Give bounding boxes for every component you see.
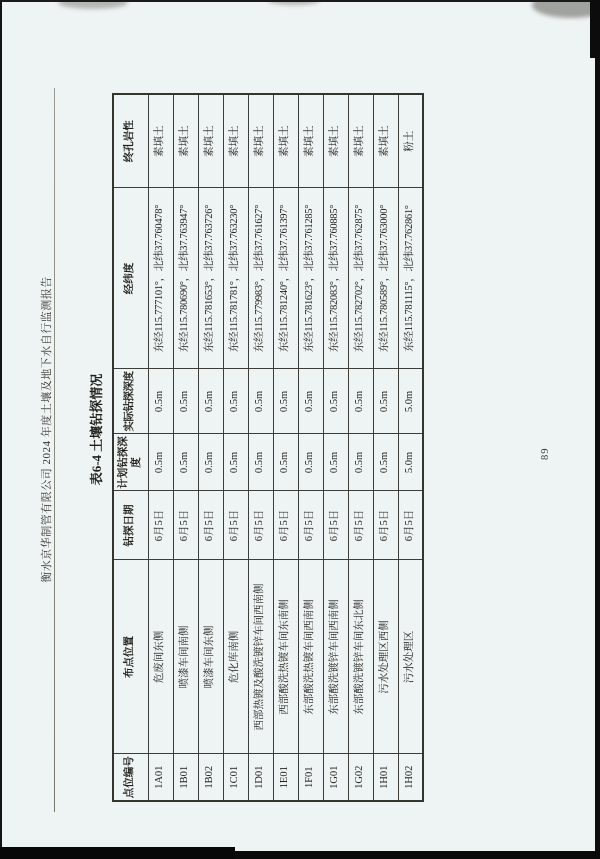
table-cell: 0.5m	[248, 434, 273, 491]
table-cell: 1D01	[248, 754, 273, 801]
table-cell: 0.5m	[298, 369, 323, 434]
table-cell: 0.5m	[198, 434, 223, 491]
table-cell: 东经115.781781°，北纬37.763230°	[223, 188, 248, 369]
table-cell: 素填土	[323, 94, 348, 188]
table-cell: 素填土	[373, 94, 398, 188]
table-cell: 1C01	[223, 754, 248, 801]
table-cell: 东经115.781653°，北纬37.763726°	[198, 188, 223, 369]
table-row	[273, 94, 298, 801]
table-cell: 东经115.780589°，北纬37.763000°	[373, 188, 398, 369]
table-cell: 素填土	[223, 94, 248, 188]
column-header: 实际钻探深度	[113, 369, 148, 434]
table-cell: 1H01	[373, 754, 398, 801]
table-row	[148, 94, 173, 801]
table-cell: 6月5日	[148, 491, 173, 560]
table-cell: 0.5m	[348, 369, 373, 434]
table-cell: 喷漆车间东侧	[198, 560, 223, 754]
table-cell: 1G01	[323, 754, 348, 801]
table-cell: 1F01	[298, 754, 323, 801]
table-row	[173, 94, 198, 801]
table-row	[348, 94, 373, 801]
table-row	[198, 94, 223, 801]
table-cell: 0.5m	[273, 434, 298, 491]
table-cell: 0.5m	[148, 369, 173, 434]
table-cell: 6月5日	[348, 491, 373, 560]
table-cell: 5.0m	[398, 434, 423, 491]
table-cell: 6月5日	[223, 491, 248, 560]
table-cell: 6月5日	[373, 491, 398, 560]
column-header: 经纬度	[113, 188, 148, 369]
table-cell: 1A01	[148, 754, 173, 801]
table-cell: 素填土	[148, 94, 173, 188]
column-header: 钻探日期	[113, 491, 148, 560]
table-cell: 1H02	[398, 754, 423, 801]
table-cell: 0.5m	[173, 434, 198, 491]
table-cell: 东部酸洗镀锌车间东北侧	[348, 560, 373, 754]
table-cell: 6月5日	[173, 491, 198, 560]
table-cell: 东经115.781623°，北纬37.761285°	[298, 188, 323, 369]
table-header-row	[113, 94, 148, 801]
table-cell: 污水处理区西侧	[373, 560, 398, 754]
table-cell: 0.5m	[373, 434, 398, 491]
table-cell: 素填土	[173, 94, 198, 188]
table-cell: 喷漆车间南侧	[173, 560, 198, 754]
table-cell: 0.5m	[148, 434, 173, 491]
table-cell: 东部酸洗镀锌车间西南侧	[323, 560, 348, 754]
table-row	[248, 94, 273, 801]
report-header-title: 衡水京华制管有限公司 2024 年度土壤及地下水自行监测报告	[41, 276, 53, 583]
table-cell: 0.5m	[348, 434, 373, 491]
table-cell: 危废间东侧	[148, 560, 173, 754]
table-cell: 危化库南侧	[223, 560, 248, 754]
table-cell: 0.5m	[223, 369, 248, 434]
table-cell: 东部酸洗热镀车间西南侧	[298, 560, 323, 754]
table-cell: 6月5日	[273, 491, 298, 560]
table-cell: 东经115.779983°，北纬37.761627°	[248, 188, 273, 369]
table-cell: 西部酸洗热镀车间东南侧	[273, 560, 298, 754]
table-cell: 粉土	[398, 94, 423, 188]
table-row	[298, 94, 323, 801]
table-cell: 6月5日	[298, 491, 323, 560]
table-cell: 东经115.782702°，北纬37.762875°	[348, 188, 373, 369]
table-cell: 0.5m	[173, 369, 198, 434]
table-cell: 素填土	[248, 94, 273, 188]
table-cell: 污水处理区	[398, 560, 423, 754]
column-header: 计划钻探深度	[113, 434, 148, 491]
table-row	[398, 94, 423, 801]
table-cell: 0.5m	[323, 434, 348, 491]
table-cell: 东经115.781115°，北纬37.762861°	[398, 188, 423, 369]
table-cell: 西部热镀及酸洗镀锌车间西南侧	[248, 560, 273, 754]
table-cell: 0.5m	[198, 369, 223, 434]
table-cell: 1E01	[273, 754, 298, 801]
table-cell: 素填土	[348, 94, 373, 188]
table-cell: 0.5m	[223, 434, 248, 491]
table-row	[223, 94, 248, 801]
table-cell: 素填土	[298, 94, 323, 188]
table-cell: 0.5m	[248, 369, 273, 434]
soil-drilling-table	[112, 93, 424, 802]
column-header: 布点位置	[113, 560, 148, 754]
table-cell: 东经115.777101°，北纬37.760478°	[148, 188, 173, 369]
table-cell: 1B02	[198, 754, 223, 801]
page-number: 89	[540, 447, 551, 460]
table-row	[373, 94, 398, 801]
table-cell: 0.5m	[273, 369, 298, 434]
table-cell: 素填土	[198, 94, 223, 188]
table-cell: 东经115.782083°，北纬37.760885°	[323, 188, 348, 369]
table-caption: 表6-4 土壤钻探情况	[89, 373, 104, 486]
table-cell: 6月5日	[248, 491, 273, 560]
table-cell: 6月5日	[198, 491, 223, 560]
table-cell: 0.5m	[373, 369, 398, 434]
table-row	[323, 94, 348, 801]
table-cell: 1B01	[173, 754, 198, 801]
column-header: 点位编号	[113, 754, 148, 801]
table-cell: 6月5日	[398, 491, 423, 560]
table-body	[148, 94, 423, 801]
table-cell: 素填土	[273, 94, 298, 188]
table-cell: 0.5m	[323, 369, 348, 434]
table-cell: 1G02	[348, 754, 373, 801]
table-cell: 5.0m	[398, 369, 423, 434]
table-cell: 0.5m	[298, 434, 323, 491]
column-header: 终孔岩性	[113, 94, 148, 188]
table-cell: 东经115.780690°，北纬37.763947°	[173, 188, 198, 369]
table-cell: 东经115.781240°，北纬37.761397°	[273, 188, 298, 369]
table-cell: 6月5日	[323, 491, 348, 560]
